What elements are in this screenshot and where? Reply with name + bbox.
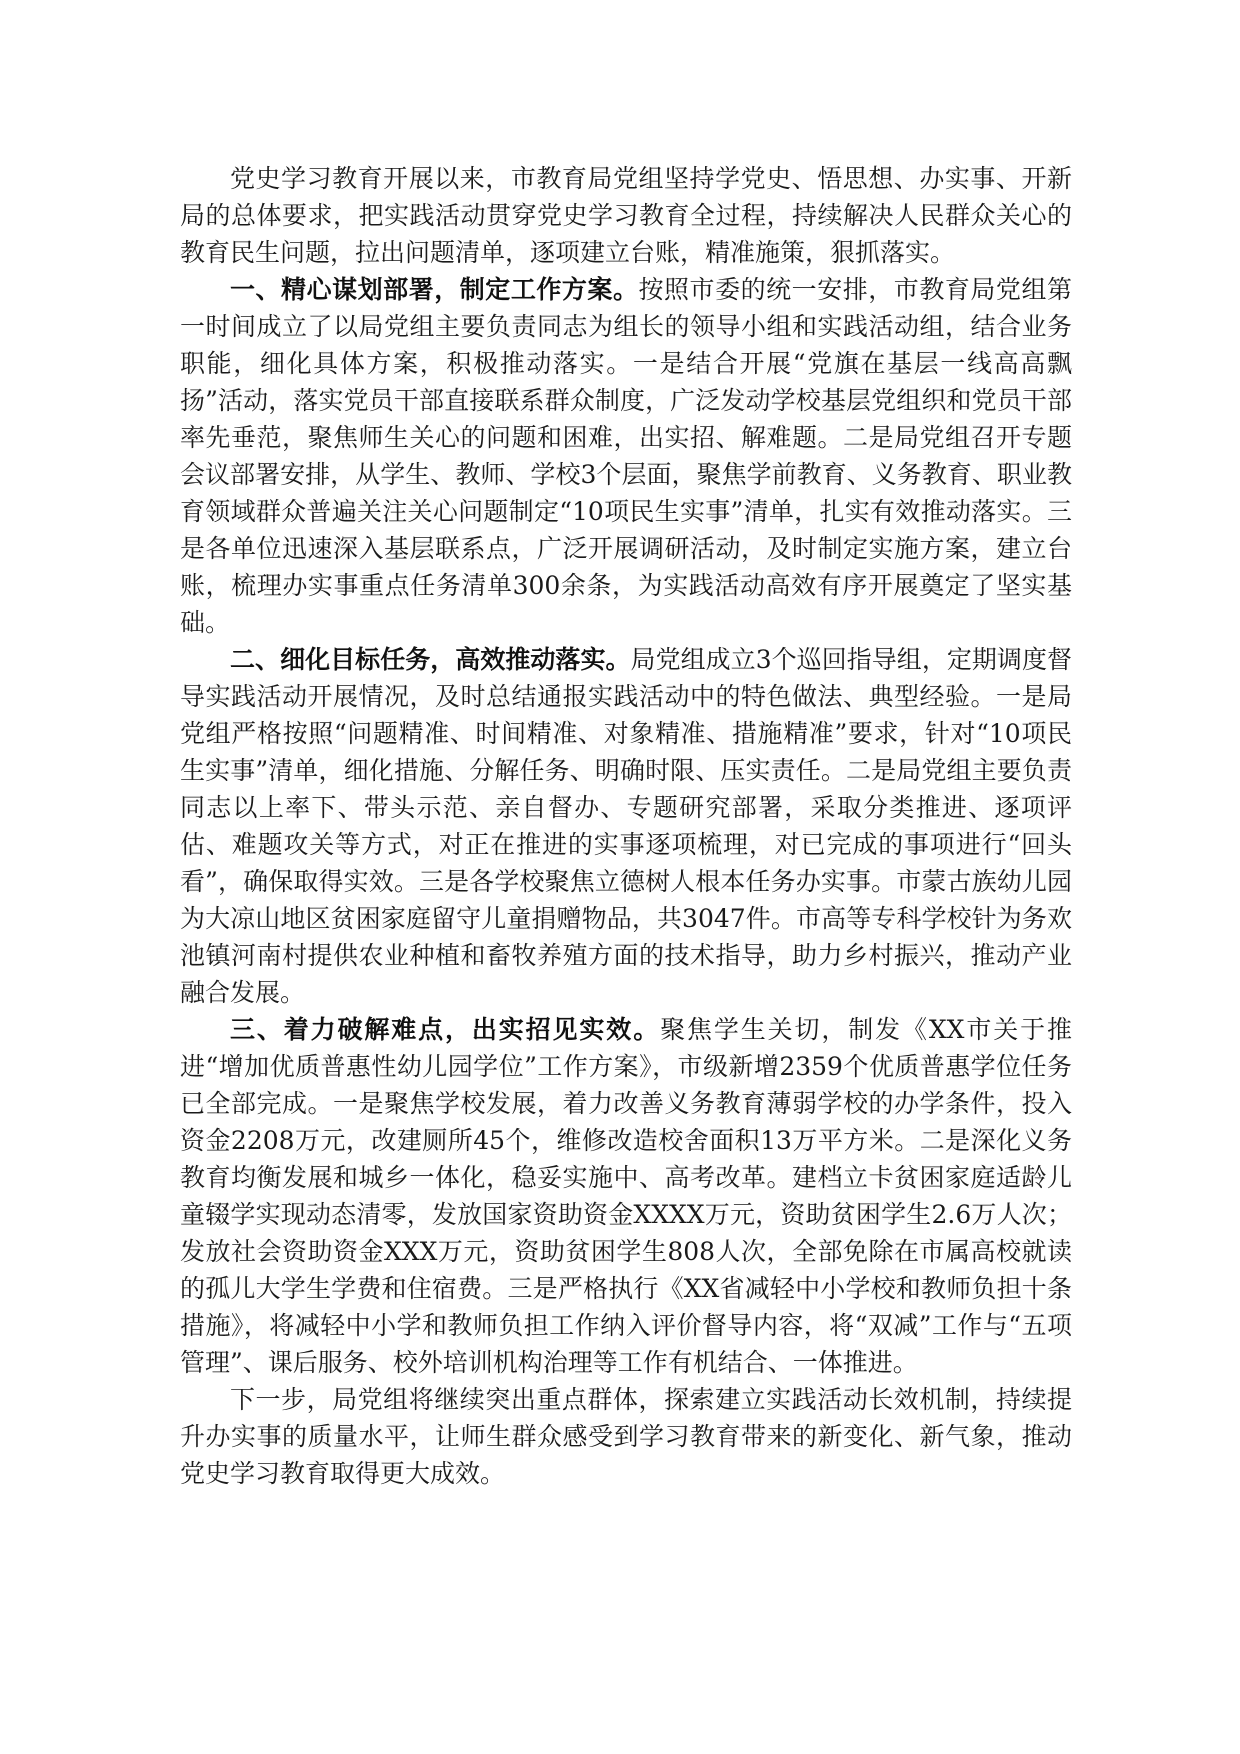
document-body xyxy=(180,160,1072,1492)
section-2-paragraph xyxy=(180,641,1072,1011)
section-2-heading: 二、细化目标任务，高效推动落实。 xyxy=(230,645,631,674)
section-3-heading: 三、着力破解难点，出实招见实效。 xyxy=(230,1015,661,1044)
section-1-heading: 一、精心谋划部署，制定工作方案。 xyxy=(230,275,639,304)
conclusion-paragraph: 下一步，局党组将继续突出重点群体，探索建立实践活动长效机制，持续提升办实事的质量水平，让师生群众感受到学习教育带来的新变化、新气象，推动党史学习教育取得更大成效。 xyxy=(180,1385,1072,1488)
section-3-body: 聚焦学生关切，制发《XX市关于推进“增加优质普惠性幼儿园学位”工作方案》，市级新增2359个优质普惠学位任务已全部完成。一是聚焦学校发展，着力改善义务教育薄弱学校的办学条件，投入资金2208万元，改建厕所45个，维修改造校舍面积13万平方米。二是深化义务教育均衡发展和城乡一体化，稳妥实施中、高考改革。建档立卡贫困家庭适龄儿童辍学实现动态清零，发放国家资助资金XXXX万元，资助贫困学生2.6万人次；发放社会资助资金XXX万元，资助贫困学生808人次，全部免除在市属高校就读的孤儿大学生学费和住宿费。三是严格执行《XX省减轻中小学校和教师负担十条措施》，将减轻中小学和教师负担工作纳入评价督导内容，将“双减”工作与“五项管理”、课后服务、校外培训机构治理等工作有机结合、一体推进。 xyxy=(180,1015,1072,1377)
section-3-paragraph xyxy=(180,1011,1072,1381)
section-1-paragraph xyxy=(180,271,1072,641)
section-2-body: 局党组成立3个巡回指导组，定期调度督导实践活动开展情况，及时总结通报实践活动中的特色做法、典型经验。一是局党组严格按照“问题精准、时间精准、对象精准、措施精准”要求，针对“10项民生实事”清单，细化措施、分解任务、明确时限、压实责任。二是局党组主要负责同志以上率下、带头示范、亲自督办、专题研究部署，采取分类推进、逐项评估、难题攻关等方式，对正在推进的实事逐项梳理，对已完成的事项进行“回头看”，确保取得实效。三是各学校聚焦立德树人根本任务办实事。市蒙古族幼儿园为大凉山地区贫困家庭留守儿童捐赠物品，共3047件。市高等专科学校针为务欢池镇河南村提供农业种植和畜牧养殖方面的技术指导，助力乡村振兴，推动产业融合发展。 xyxy=(180,645,1072,1007)
section-1-body: 按照市委的统一安排，市教育局党组第一时间成立了以局党组主要负责同志为组长的领导小组和实践活动组，结合业务职能，细化具体方案，积极推动落实。一是结合开展“党旗在基层一线高高飘扬”活动，落实党员干部直接联系群众制度，广泛发动学校基层党组织和党员干部率先垂范，聚焦师生关心的问题和困难，出实招、解难题。二是局党组召开专题会议部署安排，从学生、教师、学校3个层面，聚焦学前教育、义务教育、职业教育领域群众普遍关注关心问题制定“10项民生实事”清单，扎实有效推动落实。三是各单位迅速深入基层联系点，广泛开展调研活动，及时制定实施方案，建立台账，梳理办实事重点任务清单300余条，为实践活动高效有序开展奠定了坚实基础。 xyxy=(180,275,1072,637)
intro-paragraph: 党史学习教育开展以来，市教育局党组坚持学党史、悟思想、办实事、开新局的总体要求，把实践活动贯穿党史学习教育全过程，持续解决人民群众关心的教育民生问题，拉出问题清单，逐项建立台账，精准施策，狠抓落实。 xyxy=(180,164,1072,267)
